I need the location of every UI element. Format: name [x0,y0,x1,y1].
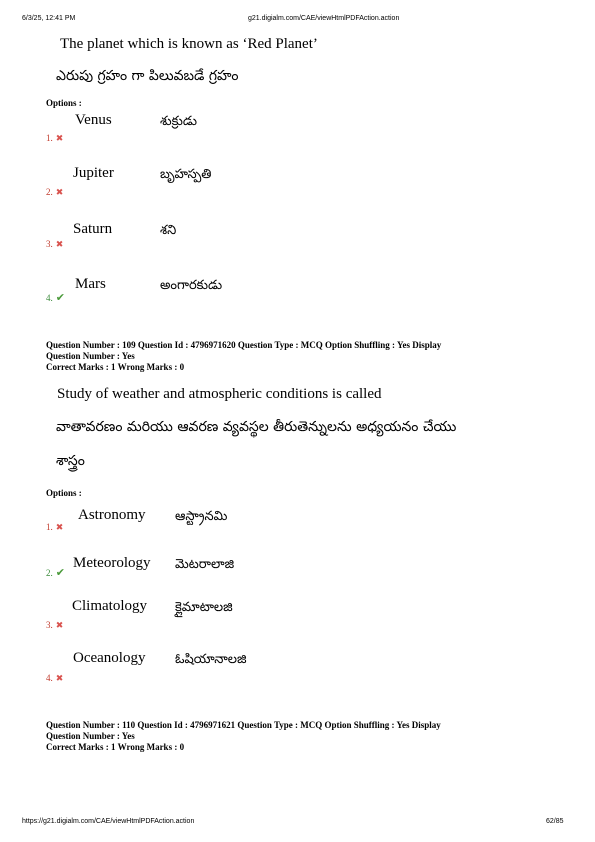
option-en: Meteorology [73,555,151,571]
print-datetime: 6/3/25, 12:41 PM [22,15,76,22]
option-number: 2. ✔ [46,566,65,579]
cross-icon: ✖ [55,188,64,198]
question-108-text-en: The planet which is known as ‘Red Planet’ [60,36,318,52]
option-en: Venus [75,112,112,128]
question-109-text-te-line1: వాతావరణం మరియు ఆవరణ వ్యవస్థల తీరుతెన్నులను అధ్యయనం చేయు [56,419,457,435]
question-109-text-te-line2: శాస్త్రం [56,453,85,469]
option-number: 3. ✖ [46,239,64,250]
option-te: మెటరాలాజి [175,557,235,572]
option-number: 4. ✔ [46,291,65,304]
cross-icon: ✖ [55,621,64,631]
option-number: 2. ✖ [46,187,64,198]
question-109-text-en: Study of weather and atmospheric conditions is called [57,386,382,402]
question-108-text-te: ఎరుపు గ్రహం గా పిలువబడే గ్రహం [56,68,239,84]
option-en: Astronomy [78,507,146,523]
option-te: శుక్రుడు [160,114,198,129]
option-number: 1. ✖ [46,133,64,144]
option-te: అంగారకుడు [160,278,223,293]
option-en: Oceanology [73,650,146,666]
option-en: Jupiter [73,165,114,181]
page-number: 62/85 [546,818,564,825]
options-label: Options : [46,98,82,108]
option-en: Mars [75,276,106,292]
question-109-meta: Question Number : 109 Question Id : 4796971620 Question Type : MCQ Option Shuffling : Yes Display Question Number : Yes Correct Marks : 1 Wrong Marks : 0 [46,340,442,372]
option-te: క్లైమాటాలజి [175,600,233,615]
footer-url: https://g21.digialm.com/CAE/viewHtmlPDFAction.action [22,818,195,825]
option-en: Saturn [73,221,113,237]
option-te: బృహస్పతి [160,167,212,182]
option-te: ఆస్ట్రానమి [175,509,228,524]
check-icon: ✔ [55,291,65,304]
question-110-meta: Question Number : 110 Question Id : 4796971621 Question Type : MCQ Option Shuffling : Yes Display Question Number : Yes Correct Marks : 1 Wrong Marks : 0 [46,720,441,752]
print-url: g21.digialm.com/CAE/viewHtmlPDFAction.action [248,15,400,22]
cross-icon: ✖ [55,523,64,533]
cross-icon: ✖ [55,134,64,144]
option-en: Climatology [72,598,147,614]
check-icon: ✔ [55,566,65,579]
option-te: శని [160,223,177,238]
option-number: 4. ✖ [46,673,64,684]
option-number: 1. ✖ [46,522,64,533]
option-number: 3. ✖ [46,620,64,631]
option-te: ఓషియానాలజి [175,652,247,667]
cross-icon: ✖ [55,240,64,250]
options-label: Options : [46,488,82,498]
cross-icon: ✖ [55,674,64,684]
